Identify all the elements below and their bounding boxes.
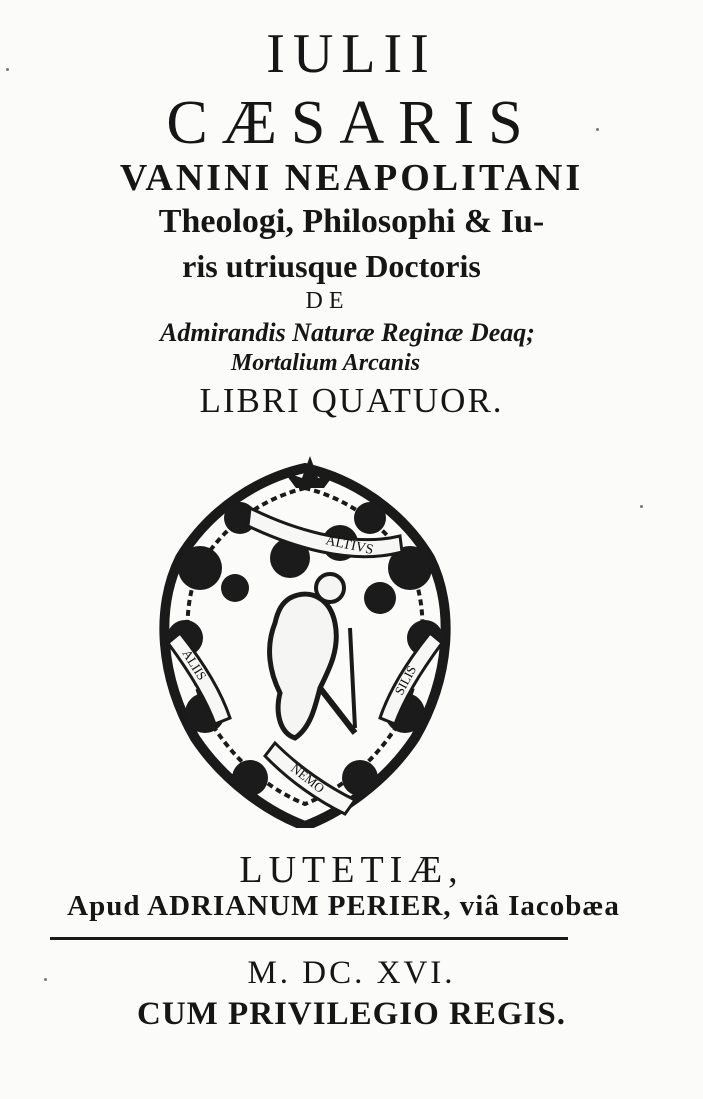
year-line: M. DC. XVI. — [247, 955, 456, 991]
privilege-line: CUM PRIVILEGIO REGIS. — [137, 996, 566, 1032]
author-line-3: VANINI NEAPOLITANI — [119, 157, 584, 199]
books-line: LIBRI QUATUOR. — [199, 381, 504, 420]
motto-bottom: NEMO — [288, 760, 328, 796]
horizontal-rule — [50, 936, 568, 941]
motto-top: ALTIVS — [324, 533, 375, 558]
de-line: DE — [305, 288, 350, 314]
credentials-line-2: ris utriusque Doctoris — [182, 248, 481, 284]
margin-speck — [640, 505, 643, 508]
title-line-1: Admirandis Naturæ Reginæ Deaq; — [160, 318, 535, 347]
margin-speck — [6, 68, 9, 71]
margin-speck — [44, 978, 47, 981]
place-line: LUTETIÆ, — [239, 849, 464, 891]
title-line-2: Mortalium Arcanis — [230, 350, 421, 376]
motto-left: ALIIS — [179, 646, 210, 683]
publisher-line: Apud ADRIANUM PERIER, viâ Iacobæa — [67, 890, 620, 922]
author-line-1: IULII — [266, 23, 437, 85]
credentials-line-1: Theologi, Philosophi & Iu- — [158, 203, 545, 240]
author-line-2: CÆSARIS — [166, 89, 537, 157]
motto-right: SILIS — [391, 662, 420, 698]
printers-device-emblem — [140, 448, 470, 828]
margin-speck — [596, 128, 599, 131]
